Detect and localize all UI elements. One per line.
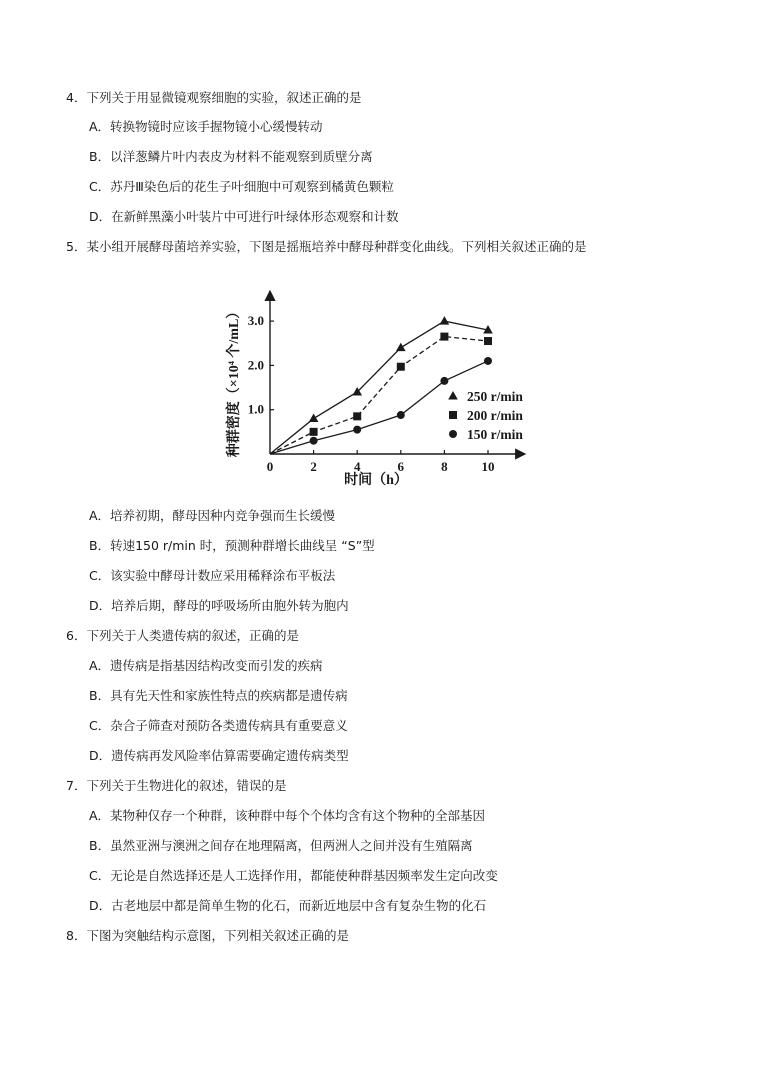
question-5-option-b: B．转速150 r/min 时，预测种群增长曲线呈 “S”型 (89, 538, 375, 553)
chart-data-point (440, 333, 448, 341)
question-4-option-c: C．苏丹Ⅲ染色后的花生子叶细胞中可观察到橘黄色颗粒 (89, 179, 394, 194)
chart-x-tick-label: 10 (481, 459, 495, 474)
population-chart (224, 268, 548, 490)
question-5-option-d: D．培养后期，酵母的呼吸场所由胞外转为胞内 (89, 598, 349, 613)
chart-legend-marker (449, 430, 457, 438)
chart-data-point (353, 412, 361, 420)
question-5-option-c: C．该实验中酵母计数应采用稀释涂布平板法 (89, 568, 336, 583)
chart-data-point (440, 316, 450, 325)
question-7-option-a: A．某物种仅存一个种群，该种群中每个个体均含有这个物种的全部基因 (89, 808, 486, 823)
question-5-option-a: A．培养初期，酵母因种内竞争强而生长缓慢 (89, 508, 336, 523)
chart-legend-label: 200 r/min (467, 408, 523, 423)
question-5-stem: 5．某小组开展酵母菌培养实验，下图是摇瓶培养中酵母种群变化曲线。下列相关叙述正确的是 (66, 239, 587, 254)
chart-y-tick-label: 2.0 (247, 357, 264, 373)
question-6-option-c: C．杂合子筛查对预防各类遗传病具有重要意义 (89, 718, 348, 733)
chart-data-point (397, 411, 405, 419)
chart-data-point (353, 426, 361, 434)
chart-data-point (397, 363, 405, 371)
chart-data-point (396, 343, 406, 352)
chart-x-tick-label: 8 (441, 459, 448, 474)
chart-legend-label: 250 r/min (467, 389, 523, 404)
question-4-option-a: A．转换物镜时应该手握物镜小心缓慢转动 (89, 119, 323, 134)
chart-data-point (310, 437, 318, 445)
chart-y-tick-label: 1.0 (247, 401, 264, 417)
chart-data-point (310, 428, 318, 436)
chart-x-tick-label: 4 (353, 459, 361, 474)
chart-data-point (309, 414, 319, 423)
question-4-option-d: D．在新鲜黑藻小叶装片中可进行叶绿体形态观察和计数 (89, 209, 399, 224)
question-7-option-b: B．虽然亚洲与澳洲之间存在地理隔离，但两洲人之间并没有生殖隔离 (89, 838, 473, 853)
chart-y-axis-label: 种群密度（×10⁴ 个/mL） (227, 304, 242, 458)
question-7-option-d: D．古老地层中都是简单生物的化石，而新近地层中含有复杂生物的化石 (89, 898, 487, 913)
question-6-stem: 6．下列关于人类遗传病的叙述，正确的是 (66, 628, 299, 643)
chart-x-tick-label: 6 (397, 459, 405, 474)
chart-legend-marker (448, 391, 458, 400)
chart-series-line-2 (270, 361, 488, 454)
question-4-stem: 4．下列关于用显微镜观察细胞的实验，叙述正确的是 (66, 90, 362, 105)
question-7-stem: 7．下列关于生物进化的叙述，错误的是 (66, 778, 287, 793)
chart-x-tick-label: 0 (266, 459, 274, 474)
question-8-stem: 8．下图为突触结构示意图，下列相关叙述正确的是 (66, 928, 349, 943)
chart-y-tick-label: 3.0 (247, 313, 264, 329)
chart-data-point (484, 357, 492, 365)
question-6-option-d: D．遗传病再发风险率估算需要确定遗传病类型 (89, 748, 349, 763)
chart-legend-label: 150 r/min (467, 427, 523, 442)
chart-data-point (440, 377, 448, 385)
question-6-option-b: B．具有先天性和家族性特点的疾病都是遗传病 (89, 688, 348, 703)
question-6-option-a: A．遗传病是指基因结构改变而引发的疾病 (89, 658, 323, 673)
chart-legend-marker (449, 411, 457, 419)
chart-data-point (484, 337, 492, 345)
chart-x-axis-label: 时间（h） (344, 473, 408, 488)
chart-x-tick-label: 2 (310, 459, 317, 474)
question-4-option-b: B．以洋葱鳞片叶内表皮为材料不能观察到质壁分离 (89, 149, 373, 164)
question-7-option-c: C．无论是自然选择还是人工选择作用，都能使种群基因频率发生定向改变 (89, 868, 498, 883)
